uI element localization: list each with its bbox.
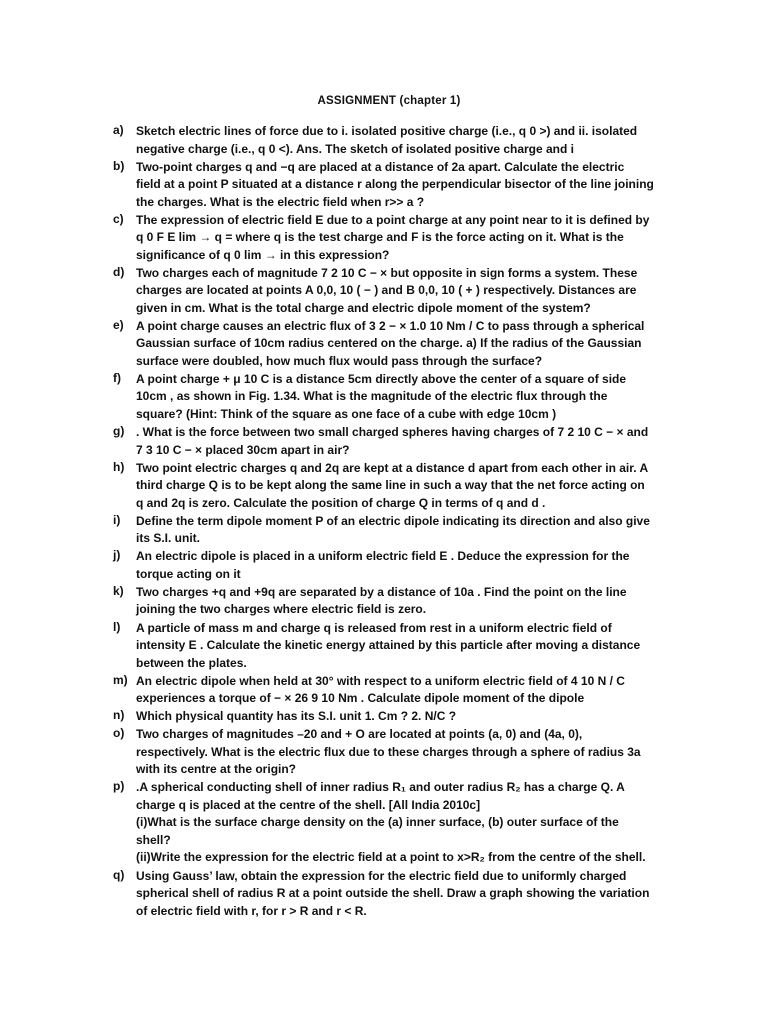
question-text-line: the charges. What is the electric field when r>> a ? [136, 194, 425, 209]
question-text-line: given in cm. What is the total charge and electric dipole moment of the system? [136, 300, 591, 315]
question-text-line: Two charges of magnitudes –20 and + O are located at points (a, 0) and (4a, 0), [136, 727, 583, 742]
question-item [113, 265, 683, 318]
question-text-line: respectively. What is the electric flux due to these charges through a sphere of radius 3a [136, 744, 641, 759]
question-item [113, 318, 683, 371]
question-item [113, 584, 683, 619]
question-item [113, 673, 683, 708]
question-item [113, 159, 683, 212]
question-label: p) [113, 779, 125, 794]
question-label: k) [113, 583, 124, 598]
question-text-line: spherical shell of radius R at a point outside the shell. Draw a graph showing the variation [136, 886, 650, 900]
assignment-title: ASSIGNMENT (chapter 1) [317, 95, 461, 107]
question-item [113, 708, 683, 726]
question-label: h) [113, 459, 125, 474]
question-text-line: Sketch electric lines of force due to i. isolated positive charge (i.e., q 0 >) and ii. isolated [136, 124, 638, 138]
question-text-line: Two-point charges q and −q are placed at a distance of 2a apart. Calculate the electric [136, 159, 625, 174]
question-text-line: A particle of mass m and charge q is released from rest in a uniform electric field of [136, 620, 612, 635]
question-label: i) [113, 512, 121, 527]
question-text-line: The expression of electric field E due to a point charge at any point near to it is defined by [136, 212, 650, 227]
question-label: m) [113, 672, 128, 687]
question-text-line: q 0 F E lim → q = where q is the test charge and F is the force acting on it. What is the [136, 230, 624, 245]
question-label: l) [113, 619, 121, 634]
question-item [113, 212, 683, 265]
question-item [113, 123, 683, 158]
question-item [113, 371, 683, 424]
question-text-line: 7 3 10 C − × placed 30cm apart in air? [136, 442, 350, 457]
question-text-line: surface were doubled, how much flux would pass through the surface? [136, 353, 543, 368]
question-text-line: Two point electric charges q and 2q are kept at a distance d apart from each other in air. A [136, 460, 649, 475]
question-text-line: An electric dipole is placed in a uniform electric field E . Deduce the expression for the [136, 549, 630, 564]
question-text-line: third charge Q is to be kept along the same line in such a way that the net force acting on [136, 478, 645, 493]
question-text-line: its S.I. unit. [136, 531, 201, 546]
question-text-line: A point charge + μ 10 C is a distance 5cm directly above the center of a square of side [136, 371, 627, 386]
question-text-line: negative charge (i.e., q 0 <). Ans. The sketch of isolated positive charge and i [136, 141, 575, 156]
question-item [113, 513, 683, 548]
question-text-line: Gaussian surface of 10cm radius centered on the charge. a) If the radius of the Gaussian [136, 336, 642, 351]
question-list [113, 123, 683, 921]
question-text-line: (ii)Write the expression for the electric field at a point to x>R₂ from the centre of the shell. [136, 850, 646, 865]
question-label: g) [113, 424, 125, 439]
question-item [113, 779, 683, 867]
question-text-line: An electric dipole when held at 30° with respect to a uniform electric field of 4 10 N / C [136, 673, 625, 688]
question-text-line: .A spherical conducting shell of inner radius R₁ and outer radius R₂ has a charge Q. A [136, 780, 625, 795]
question-text-line: A point charge causes an electric flux of 3 2 − × 1.0 10 Nm / C to pass through a spherical [136, 318, 645, 333]
question-label: o) [113, 726, 125, 741]
question-item [113, 424, 683, 459]
question-item [113, 868, 683, 921]
question-text-line: intensity E . Calculate the kinetic energy attained by this particle after moving a distance [136, 638, 641, 653]
question-text-line: Using Gauss’ law, obtain the expression for the electric field due to uniformly charged [136, 868, 627, 883]
question-text-line: between the plates. [136, 655, 247, 670]
question-text-line: shell? [136, 832, 171, 847]
question-label: q) [113, 867, 125, 882]
question-text-line: (i)What is the surface charge density on the (a) inner surface, (b) outer surface of the [136, 815, 619, 830]
question-text-line: experiences a torque of − × 26 9 10 Nm . Calculate dipole moment of the dipole [136, 691, 585, 706]
question-label: a) [113, 123, 124, 137]
question-label: d) [113, 264, 125, 279]
question-text-line: square? (Hint: Think of the square as one face of a cube with edge 10cm ) [136, 406, 557, 421]
question-text-line: torque acting on it [136, 566, 241, 581]
question-label: f) [113, 370, 121, 385]
question-text-line: field at a point P situated at a distance r along the perpendicular bisector of the line joining [136, 177, 654, 192]
question-text-line: . What is the force between two small charged spheres having charges of 7 2 10 C − × and [136, 425, 649, 440]
question-text-line: with its centre at the origin? [136, 762, 297, 777]
question-item [113, 620, 683, 673]
question-text-line: 10cm , as shown in Fig. 1.34. What is the magnitude of the electric flux through the [136, 389, 608, 404]
question-text-line: charge q is placed at the centre of the shell. [All India 2010c] [136, 797, 481, 812]
question-text-line: Two charges each of magnitude 7 2 10 C − × but opposite in sign forms a system. These [136, 265, 638, 280]
question-item [113, 726, 683, 779]
question-label: c) [113, 211, 124, 226]
question-text-line: Two charges +q and +9q are separated by a distance of 10a . Find the point on the line [136, 584, 627, 599]
question-text-line: Which physical quantity has its S.I. unit 1. Cm ? 2. N/C ? [136, 709, 457, 724]
question-label: b) [113, 158, 125, 173]
question-text-line: of electric field with r, for r > R and r < R. [136, 903, 367, 918]
question-text-line: significance of q 0 lim → in this expression? [136, 247, 390, 262]
question-label: n) [113, 708, 125, 723]
question-text-line: Define the term dipole moment P of an electric dipole indicating its direction and also give [136, 513, 650, 528]
question-label: j) [113, 548, 121, 563]
question-item [113, 548, 683, 583]
question-text-line: q and 2q is zero. Calculate the position of charge Q in terms of q and d . [136, 495, 546, 510]
question-item [113, 460, 683, 513]
question-label: e) [113, 317, 124, 332]
question-text-line: joining the two charges where electric field is zero. [136, 602, 427, 617]
question-text-line: charges are located at points A 0,0, 10 ( − ) and B 0,0, 10 ( + ) respectively. Distances are [136, 283, 637, 298]
